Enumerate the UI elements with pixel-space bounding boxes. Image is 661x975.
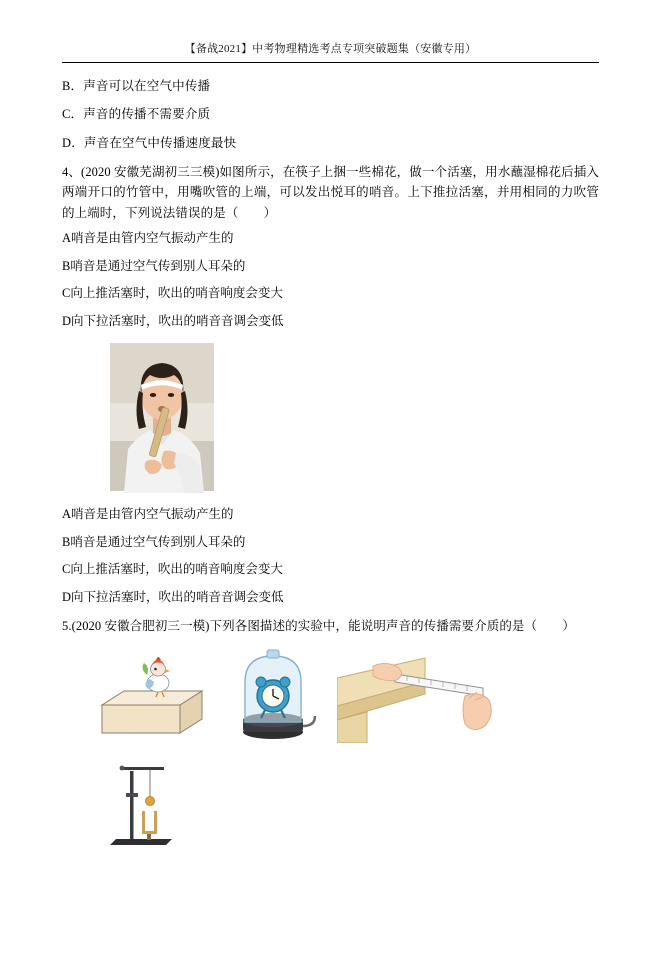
q4-option-a-top: A哨音是由管内空气振动产生的 <box>62 230 234 245</box>
bell-jar-alarm-clock-figure <box>223 648 323 743</box>
q5-figure-row-1 <box>84 648 599 743</box>
q4-option-c-bottom: C向上推活塞时，吹出的哨音响度会变大 <box>62 562 283 577</box>
q4-option-a-bottom: A哨音是由管内空气振动产生的 <box>62 506 234 521</box>
q4-option-b-bottom: B哨音是通过空气传到别人耳朵的 <box>62 534 246 549</box>
q3-option-c: C．声音的传播不需要介质 <box>62 107 211 122</box>
document-page <box>0 40 661 975</box>
q4-option-d-top: D向下拉活塞时，吹出的哨音音调会变低 <box>62 314 284 329</box>
q3-option-d: D．声音在空气中传播速度最快 <box>62 135 237 150</box>
q4-option-d-bottom: D向下拉活塞时，吹出的哨音音调会变低 <box>62 590 284 605</box>
q4-stem: 4、(2020 安徽芜湖初三三模)如图所示，在筷子上捆一些棉花，做一个活塞，用水蘸湿棉花后插入两端开口的竹管中，用嘴吹管的上端，可以发出悦耳的哨音。上下推拉活塞，并用相同的力吹管的上端时，下列说法错误的是（ ） <box>62 165 599 220</box>
q3-option-b: B．声音可以在空气中传播 <box>62 79 211 93</box>
ruler-on-table-edge-figure <box>337 648 497 743</box>
q5-stem: 5.(2020 安徽合肥初三一模)下列各图描述的实验中，能说明声音的传播需要介质的是（ ） <box>62 618 575 633</box>
pendulum-ball-tuning-fork-figure <box>102 753 192 848</box>
page-body <box>62 77 599 848</box>
page-header: 【备战2021】中考物理精选考点专项突破题集（安徽专用） <box>62 40 599 63</box>
girl-blowing-bamboo-tube-figure <box>106 341 218 493</box>
q4-option-b-top: B哨音是通过空气传到别人耳朵的 <box>62 258 246 273</box>
q4-option-c-top: C向上推活塞时，吹出的哨音响度会变大 <box>62 286 283 301</box>
q5-figure-row-2 <box>102 753 599 848</box>
bird-on-box-figure <box>84 653 209 743</box>
